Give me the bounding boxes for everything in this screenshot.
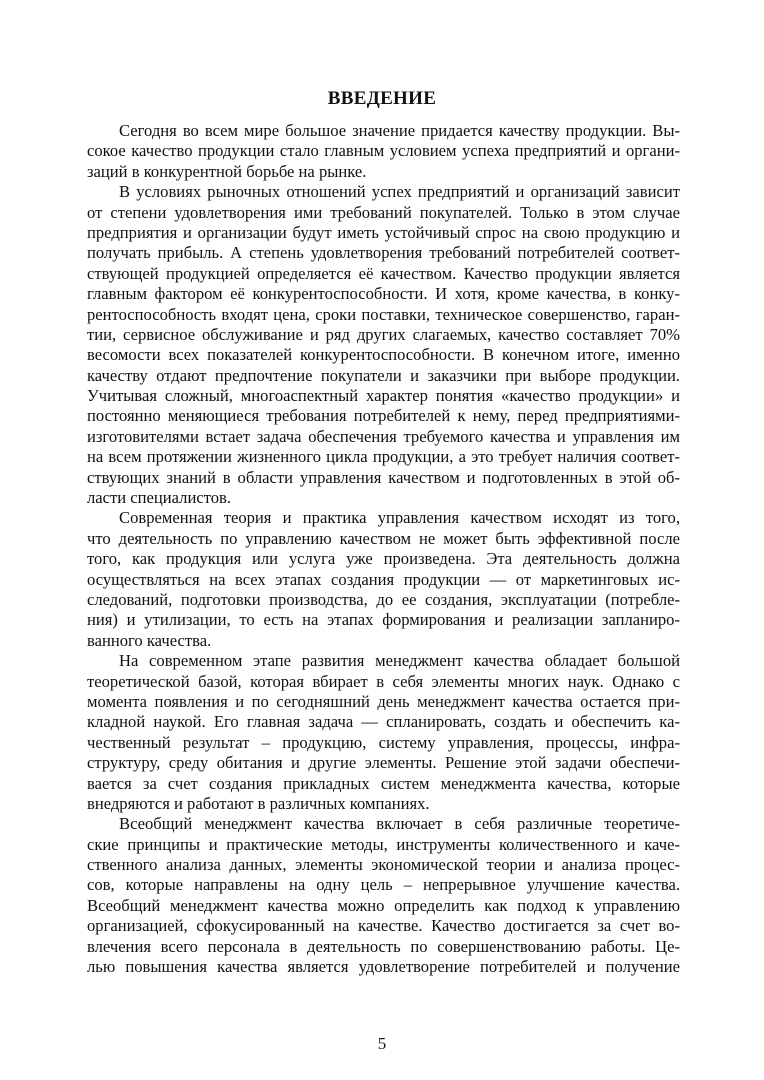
text-line: что деятельность по управлению качеством не может быть эффективной после <box>87 528 680 548</box>
text-line: На современном этапе развития менеджмент качества обладает большой <box>119 651 680 671</box>
text-line: внедряются и работают в различных компаниях. <box>87 793 430 813</box>
text-line: вается за счет создания прикладных систем менеджмента качества, которые <box>87 773 680 793</box>
text-line: момента появления и по сегодняшний день менеджмент качества остается при- <box>87 691 680 711</box>
text-line: ласти специалистов. <box>87 488 232 508</box>
text-line: теоретической базой, которая вбирает в себя элементы многих наук. Однако с <box>87 671 680 691</box>
text-line: главным фактором её конкурентоспособности. И хотя, кроме качества, в конку- <box>87 284 680 304</box>
text-line: ственного анализа данных, элементы экономической теории и анализа процес- <box>87 855 680 875</box>
text-line: изготовителями встает задача обеспечения требуемого качества и управления им <box>87 426 680 446</box>
text-line: получать прибыль. А степень удовлетворения требований потребителей соответ- <box>87 243 680 263</box>
text-line: сокое качество продукции стало главным условием успеха предприятий и органи- <box>87 141 680 161</box>
text-line: сов, которые направлены на одну цель – непрерывное улучшение качества. <box>87 875 680 895</box>
text-line: того, как продукция или услуга уже произведена. Эта деятельность должна <box>87 549 680 569</box>
paragraph <box>87 121 680 182</box>
text-line: лью повышения качества является удовлетворение потребителей и получение <box>87 957 680 977</box>
text-line: организацией, сфокусированный на качестве. Качество достигается за счет во- <box>87 916 680 936</box>
text-line: Современная теория и практика управления качеством исходят из того, <box>119 508 680 528</box>
text-line: ские принципы и практические методы, инструменты количественного и каче- <box>87 834 680 854</box>
text-line: на всем протяжении жизненного цикла продукции, а это требует наличия соответ- <box>87 447 680 467</box>
paragraph <box>87 508 680 651</box>
text-line: Учитывая сложный, многоаспектный характер понятия «качество продукции» и <box>87 386 680 406</box>
text-line: ствующих знаний в области управления качеством и подготовленных в этой об- <box>87 467 680 487</box>
text-line: качеству отдают предпочтение покупатели и заказчики при выборе продукции. <box>87 365 680 385</box>
text-line: влечения всего персонала в деятельность по совершенствованию работы. Це- <box>87 936 680 956</box>
text-line: следований, подготовки производства, до ее создания, эксплуатации (потребле- <box>87 589 680 609</box>
text-line: ствующей продукцией определяется её качеством. Качество продукции является <box>87 263 680 283</box>
page-number: 5 <box>377 1034 387 1053</box>
text-line: весомости всех показателей конкурентоспособности. В конечном итоге, именно <box>87 345 680 365</box>
text-line: тии, сервисное обслуживание и ряд других слагаемых, качество составляет 70% <box>87 324 680 344</box>
page-title: ВВЕДЕНИЕ <box>327 88 437 109</box>
text-line: Всеобщий менеджмент качества включает в себя различные теоретиче- <box>119 814 680 834</box>
paragraph <box>87 651 680 814</box>
text-line: осуществляться на всех этапах создания продукции — от маркетинговых ис- <box>87 569 680 589</box>
text-line: В условиях рыночных отношений успех предприятий и организаций зависит <box>119 182 680 202</box>
text-line: Сегодня во всем мире большое значение придается качеству продукции. Вы- <box>119 121 680 140</box>
text-line: ния) и утилизации, то есть на этапах формирования и реализации запланиро- <box>87 610 680 630</box>
text-line: ванного качества. <box>87 630 212 650</box>
text-line: постоянно меняющиеся требования потребителей к нему, перед предприятиями- <box>87 406 680 426</box>
text-line: рентоспособность входят цена, сроки поставки, техническое совершенство, гаран- <box>87 304 680 324</box>
body-text <box>87 121 680 977</box>
text-line: предприятия и организации будут иметь устойчивый спрос на свою продукцию и <box>87 222 680 242</box>
text-line: структуру, среду обитания и другие элементы. Решение этой задачи обеспечи- <box>87 753 680 773</box>
paragraph <box>87 182 680 508</box>
text-line: Всеобщий менеджмент качества можно определить как подход к управлению <box>87 895 680 915</box>
text-line: кладной наукой. Его главная задача — спланировать, создать и обеспечить ка- <box>87 712 680 732</box>
text-line: чественный результат – продукцию, систему управления, процессы, инфра- <box>87 732 680 752</box>
paragraph <box>87 814 680 977</box>
text-line: от степени удовлетворения ими требований покупателей. Только в этом случае <box>87 202 680 222</box>
text-line: заций в конкурентной борьбе на рынке. <box>87 161 367 181</box>
